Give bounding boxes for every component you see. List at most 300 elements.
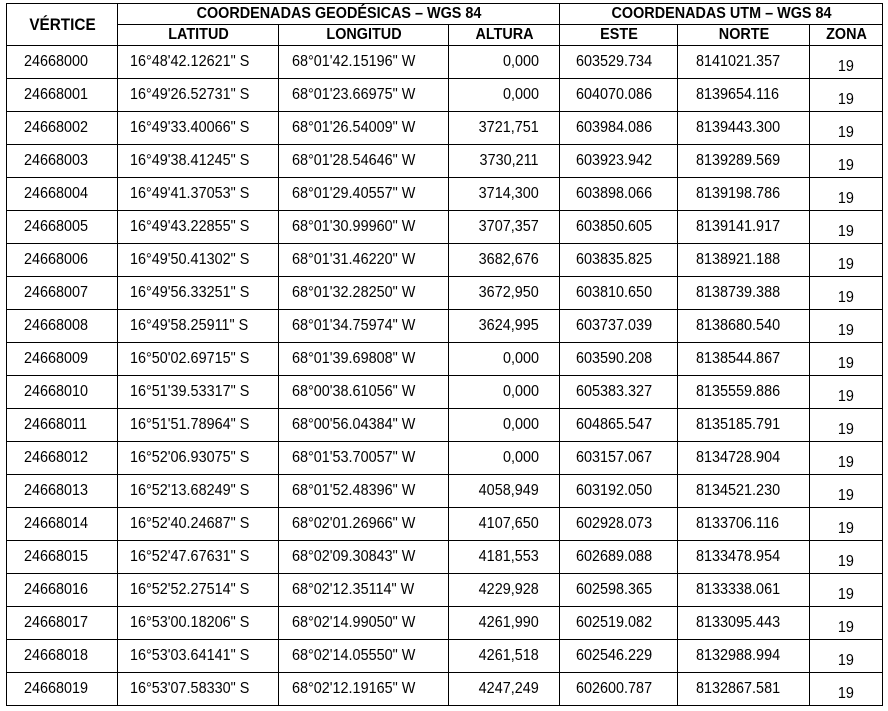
cell-norte-text: 8135559.886 <box>696 383 781 400</box>
cell-este-text: 603898.066 <box>576 185 653 202</box>
cell-latitud-text: 16°51'51.78964" S <box>130 416 250 433</box>
cell-este-text: 603529.734 <box>576 53 653 70</box>
cell-este <box>560 442 678 475</box>
cell-norte-text: 8132988.994 <box>696 647 781 664</box>
cell-este <box>560 475 678 508</box>
cell-norte-text: 8134521.230 <box>696 482 781 499</box>
cell-zona-text: 19 <box>838 58 855 75</box>
table-row <box>7 442 883 475</box>
cell-norte <box>678 376 810 409</box>
cell-longitud <box>279 673 449 706</box>
cell-este-text: 602689.088 <box>576 548 653 565</box>
cell-este-text: 602600.787 <box>576 680 653 697</box>
cell-norte <box>678 607 810 640</box>
cell-latitud-text: 16°53'07.58330" S <box>130 680 250 697</box>
cell-vertice <box>7 409 118 442</box>
cell-latitud <box>118 46 279 79</box>
cell-norte-text: 8138544.867 <box>696 350 781 367</box>
cell-vertice <box>7 343 118 376</box>
table-row <box>7 112 883 145</box>
cell-norte <box>678 409 810 442</box>
cell-longitud <box>279 409 449 442</box>
table-row <box>7 607 883 640</box>
cell-vertice-text: 24668004 <box>24 185 89 202</box>
cell-zona <box>810 376 883 409</box>
cell-este <box>560 541 678 574</box>
cell-altura-text: 4247,249 <box>478 680 540 697</box>
cell-este-text: 605383.327 <box>576 383 653 400</box>
cell-vertice-text: 24668014 <box>24 515 89 532</box>
cell-longitud <box>279 640 449 673</box>
cell-zona-text: 19 <box>838 124 855 141</box>
cell-longitud-text: 68°02'12.19165" W <box>292 680 416 697</box>
cell-altura <box>449 673 560 706</box>
cell-zona <box>810 79 883 112</box>
cell-norte-text: 8133478.954 <box>696 548 781 565</box>
cell-altura <box>449 145 560 178</box>
table-row <box>7 574 883 607</box>
cell-longitud-text: 68°01'52.48396" W <box>292 482 416 499</box>
cell-longitud-text: 68°01'53.70057" W <box>292 449 416 466</box>
cell-norte-text: 8139654.116 <box>696 86 780 103</box>
cell-este-text: 602546.229 <box>576 647 653 664</box>
cell-norte-text: 8133095.443 <box>696 614 781 631</box>
cell-longitud-text: 68°02'14.05550" W <box>292 647 416 664</box>
cell-altura-text: 3721,751 <box>478 119 540 136</box>
cell-altura <box>449 46 560 79</box>
cell-norte-text: 8141021.357 <box>696 53 781 70</box>
cell-latitud-text: 16°51'39.53317" S <box>130 383 250 400</box>
cell-longitud <box>279 607 449 640</box>
cell-norte-text: 8134728.904 <box>696 449 781 466</box>
cell-zona <box>810 673 883 706</box>
cell-norte-text: 8139289.569 <box>696 152 781 169</box>
cell-latitud <box>118 640 279 673</box>
table-row <box>7 79 883 112</box>
table-row <box>7 277 883 310</box>
cell-longitud-text: 68°02'14.99050" W <box>292 614 416 631</box>
cell-vertice <box>7 310 118 343</box>
cell-vertice-text: 24668009 <box>24 350 89 367</box>
cell-vertice-text: 24668016 <box>24 581 89 598</box>
cell-latitud <box>118 376 279 409</box>
header-latitud: LATITUD <box>126 25 271 46</box>
cell-este-text: 602519.082 <box>576 614 653 631</box>
table-row <box>7 409 883 442</box>
cell-zona <box>810 475 883 508</box>
cell-norte <box>678 79 810 112</box>
cell-vertice <box>7 244 118 277</box>
cell-norte-text: 8133706.116 <box>696 515 780 532</box>
cell-este <box>560 145 678 178</box>
cell-latitud <box>118 574 279 607</box>
cell-este-text: 603192.050 <box>576 482 653 499</box>
cell-zona-text: 19 <box>838 586 855 603</box>
cell-norte <box>678 244 810 277</box>
cell-altura <box>449 79 560 112</box>
cell-altura-text: 4181,553 <box>478 548 540 565</box>
cell-longitud-text: 68°01'42.15196" W <box>292 53 416 70</box>
header-zona: ZONA <box>813 25 879 46</box>
cell-zona <box>810 508 883 541</box>
cell-longitud <box>279 178 449 211</box>
cell-altura <box>449 211 560 244</box>
cell-zona <box>810 112 883 145</box>
cell-norte <box>678 508 810 541</box>
cell-zona <box>810 607 883 640</box>
table-row <box>7 310 883 343</box>
cell-zona <box>810 640 883 673</box>
cell-latitud-text: 16°52'47.67631" S <box>130 548 250 565</box>
cell-norte-text: 8139443.300 <box>696 119 781 136</box>
cell-latitud <box>118 508 279 541</box>
cell-vertice-text: 24668008 <box>24 317 89 334</box>
cell-longitud <box>279 145 449 178</box>
cell-altura-text: 3707,357 <box>478 218 540 235</box>
cell-vertice-text: 24668013 <box>24 482 89 499</box>
cell-zona <box>810 310 883 343</box>
cell-latitud <box>118 178 279 211</box>
cell-norte-text: 8138680.540 <box>696 317 781 334</box>
cell-vertice-text: 24668015 <box>24 548 89 565</box>
cell-latitud <box>118 244 279 277</box>
cell-zona <box>810 442 883 475</box>
cell-zona <box>810 277 883 310</box>
cell-latitud <box>118 607 279 640</box>
cell-latitud-text: 16°48'42.12621" S <box>130 53 250 70</box>
cell-vertice-text: 24668011 <box>24 416 87 433</box>
cell-latitud-text: 16°49'58.25911" S <box>130 317 249 334</box>
cell-zona-text: 19 <box>838 553 855 570</box>
cell-vertice <box>7 46 118 79</box>
coordinates-table <box>6 3 883 706</box>
cell-zona <box>810 409 883 442</box>
cell-vertice <box>7 211 118 244</box>
cell-latitud-text: 16°49'26.52731" S <box>130 86 250 103</box>
cell-zona-text: 19 <box>838 454 855 471</box>
cell-vertice-text: 24668019 <box>24 680 89 697</box>
cell-latitud <box>118 112 279 145</box>
cell-vertice-text: 24668005 <box>24 218 89 235</box>
cell-vertice-text: 24668018 <box>24 647 89 664</box>
cell-este <box>560 244 678 277</box>
cell-norte-text: 8135185.791 <box>696 416 781 433</box>
cell-este-text: 604070.086 <box>576 86 653 103</box>
cell-vertice <box>7 178 118 211</box>
header-longitud: LONGITUD <box>287 25 440 46</box>
cell-latitud-text: 16°53'03.64141" S <box>130 647 250 664</box>
cell-zona-text: 19 <box>838 91 855 108</box>
cell-longitud-text: 68°00'38.61056" W <box>292 383 416 400</box>
cell-norte <box>678 211 810 244</box>
cell-vertice <box>7 277 118 310</box>
table-body <box>7 46 883 706</box>
cell-latitud-text: 16°52'06.93075" S <box>130 449 250 466</box>
header-altura: ALTURA <box>454 25 554 46</box>
cell-altura <box>449 343 560 376</box>
cell-zona-text: 19 <box>838 256 855 273</box>
table-row <box>7 178 883 211</box>
cell-altura-text: 0,000 <box>502 416 540 433</box>
cell-altura <box>449 277 560 310</box>
cell-vertice-text: 24668000 <box>24 53 89 70</box>
cell-altura <box>449 178 560 211</box>
cell-vertice <box>7 376 118 409</box>
cell-longitud <box>279 79 449 112</box>
cell-longitud-text: 68°01'32.28250" W <box>292 284 416 301</box>
cell-latitud <box>118 79 279 112</box>
cell-altura-text: 3672,950 <box>478 284 540 301</box>
cell-norte <box>678 178 810 211</box>
cell-longitud <box>279 46 449 79</box>
cell-altura <box>449 475 560 508</box>
table-row <box>7 673 883 706</box>
cell-altura-text: 0,000 <box>502 449 540 466</box>
cell-altura-text: 0,000 <box>502 350 540 367</box>
cell-altura-text: 4058,949 <box>478 482 540 499</box>
cell-este <box>560 574 678 607</box>
cell-vertice-text: 24668007 <box>24 284 89 301</box>
cell-longitud <box>279 574 449 607</box>
cell-latitud <box>118 310 279 343</box>
cell-norte <box>678 112 810 145</box>
cell-norte <box>678 442 810 475</box>
cell-longitud <box>279 541 449 574</box>
table-row <box>7 211 883 244</box>
cell-norte <box>678 475 810 508</box>
cell-zona <box>810 541 883 574</box>
table-row <box>7 145 883 178</box>
cell-este-text: 603984.086 <box>576 119 653 136</box>
cell-vertice <box>7 607 118 640</box>
table-row <box>7 46 883 79</box>
cell-zona <box>810 46 883 79</box>
cell-este <box>560 310 678 343</box>
cell-latitud <box>118 442 279 475</box>
cell-latitud-text: 16°52'52.27514" S <box>130 581 250 598</box>
cell-longitud <box>279 508 449 541</box>
cell-longitud-text: 68°01'34.75974" W <box>292 317 416 334</box>
cell-longitud <box>279 343 449 376</box>
cell-este-text: 603810.650 <box>576 284 653 301</box>
table-row <box>7 475 883 508</box>
cell-latitud-text: 16°49'41.37053" S <box>130 185 250 202</box>
cell-zona-text: 19 <box>838 157 855 174</box>
cell-altura <box>449 409 560 442</box>
cell-longitud <box>279 112 449 145</box>
cell-vertice-text: 24668012 <box>24 449 89 466</box>
cell-longitud-text: 68°01'23.66975" W <box>292 86 416 103</box>
cell-norte <box>678 277 810 310</box>
cell-longitud <box>279 277 449 310</box>
cell-vertice <box>7 145 118 178</box>
cell-norte <box>678 46 810 79</box>
cell-este-text: 602598.365 <box>576 581 653 598</box>
cell-norte-text: 8139198.786 <box>696 185 781 202</box>
cell-longitud <box>279 244 449 277</box>
cell-latitud-text: 16°49'50.41302" S <box>130 251 250 268</box>
cell-longitud-text: 68°01'39.69808" W <box>292 350 416 367</box>
cell-altura-text: 3624,995 <box>478 317 540 334</box>
cell-longitud-text: 68°02'12.35114" W <box>292 581 415 598</box>
cell-zona-text: 19 <box>838 289 855 306</box>
cell-altura-text: 0,000 <box>502 53 540 70</box>
cell-latitud-text: 16°49'33.40066" S <box>130 119 250 136</box>
cell-vertice <box>7 508 118 541</box>
cell-altura <box>449 574 560 607</box>
cell-este-text: 603835.825 <box>576 251 653 268</box>
cell-norte-text: 8132867.581 <box>696 680 781 697</box>
cell-longitud <box>279 442 449 475</box>
cell-longitud-text: 68°01'29.40557" W <box>292 185 416 202</box>
table-row <box>7 640 883 673</box>
cell-vertice <box>7 574 118 607</box>
header-este: ESTE <box>565 25 671 46</box>
cell-altura <box>449 112 560 145</box>
cell-longitud <box>279 211 449 244</box>
cell-zona <box>810 211 883 244</box>
cell-longitud-text: 68°01'26.54009" W <box>292 119 416 136</box>
cell-altura <box>449 310 560 343</box>
cell-norte <box>678 574 810 607</box>
cell-vertice <box>7 442 118 475</box>
cell-latitud <box>118 277 279 310</box>
cell-latitud-text: 16°50'02.69715" S <box>130 350 250 367</box>
cell-altura-text: 0,000 <box>502 86 540 103</box>
cell-zona-text: 19 <box>838 421 855 438</box>
cell-este <box>560 211 678 244</box>
cell-latitud-text: 16°52'13.68249" S <box>130 482 250 499</box>
cell-zona-text: 19 <box>838 190 855 207</box>
cell-longitud-text: 68°02'09.30843" W <box>292 548 416 565</box>
cell-latitud-text: 16°52'40.24687" S <box>130 515 250 532</box>
cell-zona-text: 19 <box>838 355 855 372</box>
cell-este-text: 603590.208 <box>576 350 653 367</box>
cell-altura <box>449 508 560 541</box>
cell-latitud <box>118 211 279 244</box>
cell-altura <box>449 376 560 409</box>
cell-latitud-text: 16°53'00.18206" S <box>130 614 250 631</box>
cell-este <box>560 79 678 112</box>
table-row <box>7 244 883 277</box>
cell-este <box>560 112 678 145</box>
table-header <box>7 4 883 46</box>
cell-norte <box>678 640 810 673</box>
cell-vertice-text: 24668006 <box>24 251 89 268</box>
cell-zona-text: 19 <box>838 388 855 405</box>
cell-latitud <box>118 673 279 706</box>
cell-latitud-text: 16°49'43.22855" S <box>130 218 250 235</box>
cell-altura <box>449 607 560 640</box>
cell-latitud-text: 16°49'38.41245" S <box>130 152 250 169</box>
cell-zona-text: 19 <box>838 520 855 537</box>
table-row <box>7 376 883 409</box>
cell-zona <box>810 574 883 607</box>
header-geodesicas: COORDENADAS GEODÉSICAS – WGS 84 <box>140 4 538 25</box>
cell-longitud-text: 68°02'01.26966" W <box>292 515 416 532</box>
cell-zona-text: 19 <box>838 619 855 636</box>
cell-latitud <box>118 145 279 178</box>
table-row <box>7 541 883 574</box>
cell-altura-text: 3714,300 <box>478 185 540 202</box>
cell-norte <box>678 673 810 706</box>
cell-longitud <box>279 376 449 409</box>
cell-altura-text: 4261,990 <box>478 614 540 631</box>
cell-altura-text: 3730,211 <box>480 152 540 169</box>
cell-vertice <box>7 112 118 145</box>
cell-altura-text: 4229,928 <box>478 581 540 598</box>
cell-este <box>560 277 678 310</box>
cell-este <box>560 409 678 442</box>
cell-este <box>560 178 678 211</box>
cell-zona <box>810 145 883 178</box>
cell-este-text: 603737.039 <box>576 317 653 334</box>
cell-altura-text: 4107,650 <box>478 515 540 532</box>
cell-este-text: 602928.073 <box>576 515 653 532</box>
cell-zona-text: 19 <box>838 322 855 339</box>
cell-norte-text: 8139141.917 <box>696 218 781 235</box>
cell-zona-text: 19 <box>838 652 855 669</box>
cell-norte-text: 8138921.188 <box>696 251 781 268</box>
cell-altura-text: 3682,676 <box>478 251 540 268</box>
cell-longitud-text: 68°00'56.04384" W <box>292 416 416 433</box>
cell-latitud <box>118 541 279 574</box>
cell-norte <box>678 310 810 343</box>
cell-altura <box>449 541 560 574</box>
cell-vertice <box>7 541 118 574</box>
cell-vertice <box>7 673 118 706</box>
cell-este-text: 603157.067 <box>576 449 653 466</box>
cell-vertice-text: 24668001 <box>24 86 89 103</box>
cell-longitud <box>279 475 449 508</box>
cell-zona <box>810 343 883 376</box>
cell-este <box>560 376 678 409</box>
cell-altura <box>449 442 560 475</box>
cell-altura <box>449 640 560 673</box>
cell-este <box>560 673 678 706</box>
cell-norte-text: 8138739.388 <box>696 284 781 301</box>
cell-altura-text: 4261,518 <box>478 647 540 664</box>
table-row <box>7 508 883 541</box>
cell-vertice-text: 24668017 <box>24 614 89 631</box>
cell-altura <box>449 244 560 277</box>
cell-zona-text: 19 <box>838 223 855 240</box>
cell-este <box>560 343 678 376</box>
cell-norte <box>678 145 810 178</box>
cell-zona <box>810 178 883 211</box>
cell-longitud-text: 68°01'31.46220" W <box>292 251 416 268</box>
cell-latitud <box>118 475 279 508</box>
cell-este-text: 603923.942 <box>576 152 653 169</box>
table-row <box>7 343 883 376</box>
header-vertice: VÉRTICE <box>12 4 112 46</box>
cell-vertice <box>7 475 118 508</box>
cell-vertice-text: 24668002 <box>24 119 89 136</box>
cell-este <box>560 607 678 640</box>
cell-este-text: 603850.605 <box>576 218 653 235</box>
cell-latitud-text: 16°49'56.33251" S <box>130 284 250 301</box>
cell-vertice <box>7 79 118 112</box>
cell-longitud-text: 68°01'30.99960" W <box>292 218 416 235</box>
header-norte: NORTE <box>684 25 803 46</box>
cell-este <box>560 46 678 79</box>
cell-norte <box>678 541 810 574</box>
cell-latitud <box>118 343 279 376</box>
cell-longitud-text: 68°01'28.54646" W <box>292 152 416 169</box>
cell-norte <box>678 343 810 376</box>
cell-zona-text: 19 <box>838 685 855 702</box>
cell-longitud <box>279 310 449 343</box>
